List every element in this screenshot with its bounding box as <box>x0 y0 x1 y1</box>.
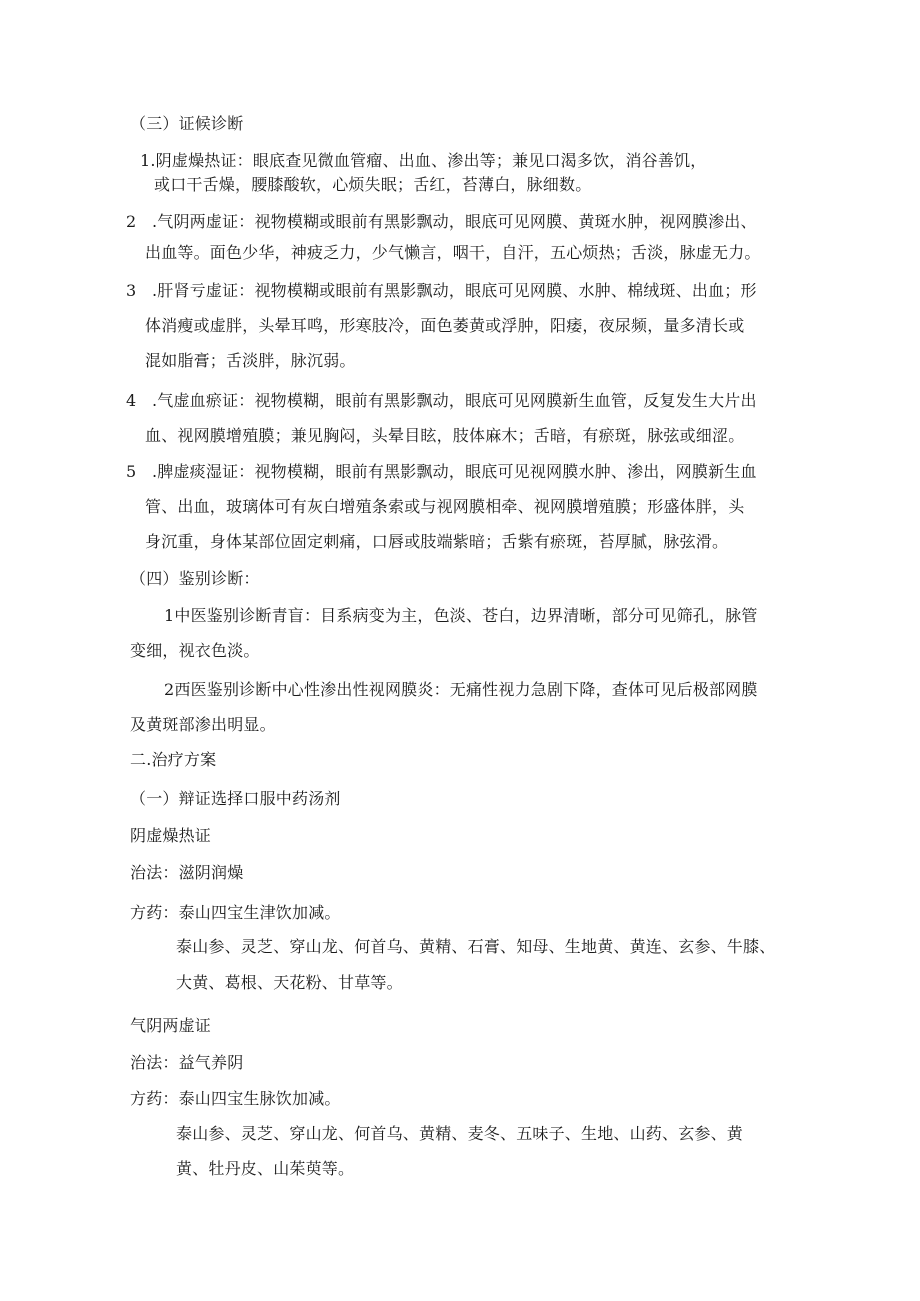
subheading-oral-decoction: （一）辩证选择口服中药汤剂 <box>130 789 341 808</box>
list-item-number: 2 <box>126 212 137 231</box>
list-item-text: .气虚血瘀证：视物模糊，眼前有黑影飘动，眼底可见网膜新生血管，反复发生大片出 <box>152 391 757 410</box>
list-item-text: .气阴两虚证：视物模糊或眼前有黑影飘动，眼底可见网膜、黄斑水肿，视网膜渗出、 <box>152 212 757 231</box>
list-item-number: 3 <box>126 281 137 300</box>
differential-item-1-line-1: 1中医鉴别诊断青盲：目系病变为主，色淡、苍白，边界清晰，部分可见筛孔，脉管 <box>164 606 758 625</box>
list-item-text: 阴虚燥热证：眼底查见微血管瘤、出血、渗出等；兼见口渴多饮，消谷善饥， <box>155 151 707 170</box>
syndrome-name-1: 阴虚燥热证 <box>130 826 212 845</box>
treatment-method-2: 治法：益气养阴 <box>130 1053 244 1072</box>
list-item-5-line-1 <box>126 462 757 482</box>
formula-2: 方药：泰山四宝生脉饮加减。 <box>130 1089 341 1108</box>
list-item-text: .脾虚痰湿证：视物模糊，眼前有黑影飘动，眼底可见视网膜水肿、渗出，网膜新生血 <box>152 462 757 481</box>
list-item-5-line-2: 管、出血，玻璃体可有灰白增殖条索或与视网膜相牵、视网膜增殖膜；形盛体胖，头 <box>145 497 745 516</box>
list-item-number: 1. <box>140 151 156 170</box>
list-item-number: 5 <box>126 462 137 481</box>
list-item-3-line-1 <box>126 281 757 301</box>
section-heading-treatment-plan: 二.治疗方案 <box>130 750 217 769</box>
formula-1: 方药：泰山四宝生津饮加减。 <box>130 903 341 922</box>
list-item-text: .肝肾亏虚证：视物模糊或眼前有黑影飘动，眼底可见网膜、水肿、棉绒斑、出血；形 <box>152 281 757 300</box>
herbs-1-line-2: 大黄、葛根、天花粉、甘草等。 <box>176 973 403 992</box>
section-heading-differential-diagnosis: （四）鉴别诊断： <box>130 569 260 588</box>
differential-item-2-line-2: 及黄斑部渗出明显。 <box>130 715 276 734</box>
list-item-2-line-1 <box>126 212 757 232</box>
list-item-4-line-1 <box>126 391 757 411</box>
treatment-method-1: 治法：滋阴润燥 <box>130 863 244 882</box>
list-item-5-line-3: 身沉重，身体某部位固定刺痛，口唇或肢端紫暗；舌紫有瘀斑，苔厚腻，脉弦滑。 <box>145 532 729 551</box>
syndrome-name-2: 气阴两虚证 <box>130 1016 212 1035</box>
list-item-3-line-2: 体消瘦或虚胖，头晕耳鸣，形寒肢冷，面色萎黄或浮肿，阳痿，夜尿频，量多清长或 <box>145 316 745 335</box>
list-item-2-line-2: 出血等。面色少华，神疲乏力，少气懒言，咽干，自汗，五心烦热；舌淡，脉虚无力。 <box>145 243 761 262</box>
herbs-1-line-1: 泰山参、灵芝、穿山龙、何首乌、黄精、石膏、知母、生地黄、黄连、玄参、牛膝、 <box>176 937 776 956</box>
herbs-2-line-2: 黄、牡丹皮、山茱萸等。 <box>176 1159 355 1178</box>
differential-item-1-line-2: 变细，视衣色淡。 <box>130 641 260 660</box>
section-heading-syndrome-diagnosis: （三）证候诊断 <box>130 114 244 133</box>
list-item-1-line-2: 或口干舌燥，腰膝酸软，心烦失眠；舌红，苔薄白，脉细数。 <box>154 175 592 194</box>
differential-item-2-line-1: 2西医鉴别诊断中心性渗出性视网膜炎：无痛性视力急剧下降，查体可见后极部网膜 <box>164 680 758 699</box>
list-item-3-line-3: 混如脂膏；舌淡胖，脉沉弱。 <box>145 351 356 370</box>
list-item-4-line-2: 血、视网膜增殖膜；兼见胸闷，头晕目眩，肢体麻木；舌暗，有瘀斑，脉弦或细涩。 <box>145 426 745 445</box>
list-item-number: 4 <box>126 391 137 410</box>
herbs-2-line-1: 泰山参、灵芝、穿山龙、何首乌、黄精、麦冬、五味子、生地、山药、玄参、黄 <box>176 1124 744 1143</box>
list-item-1-line-1 <box>140 151 706 171</box>
